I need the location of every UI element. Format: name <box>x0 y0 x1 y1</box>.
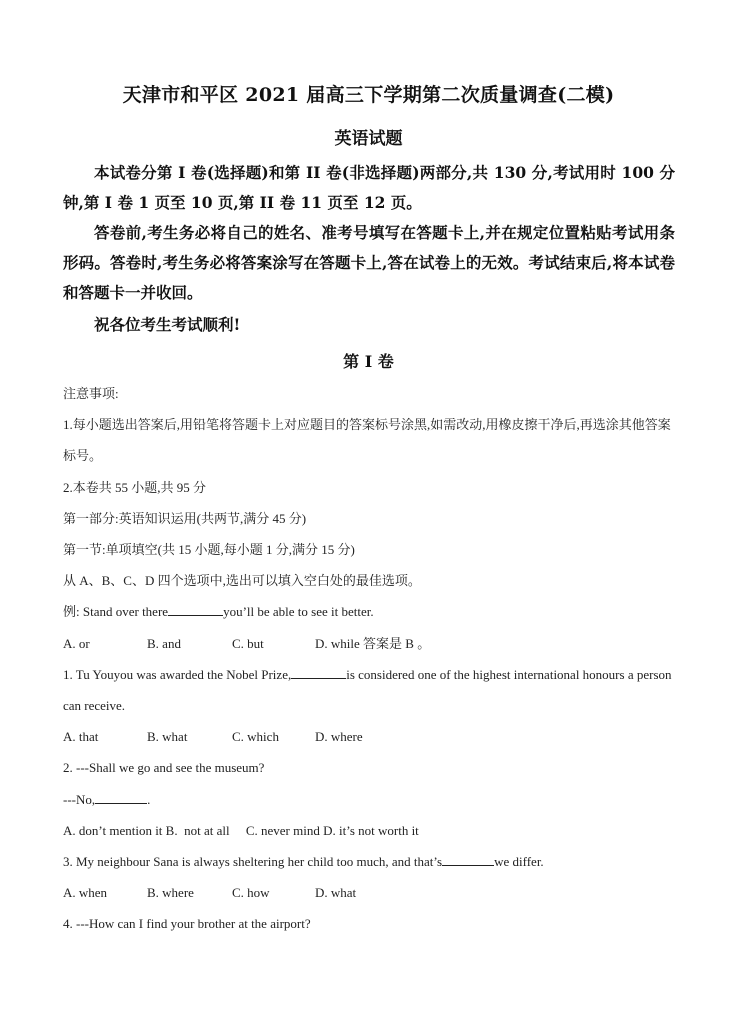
notes-item-1: 1.每小题选出答案后,用铅笔将答题卡上对应题目的答案标号涂黑,如需改动,用橡皮擦干净后,再选涂其他答案标号。 <box>63 417 671 464</box>
example-stem <box>63 596 675 627</box>
option-c: C. but <box>232 635 264 651</box>
option-b: B. what <box>147 729 188 745</box>
section-title: 第 I 卷 <box>343 352 394 371</box>
question-2-reply-end: . <box>147 791 151 807</box>
answer-blank <box>442 853 494 866</box>
example-options <box>63 628 675 659</box>
answer-blank <box>168 603 223 616</box>
example-stem-start: 例: Stand over there <box>63 604 169 620</box>
answer-blank <box>291 666 346 679</box>
option-a: A. when <box>63 885 108 901</box>
answer-blank <box>95 791 147 804</box>
question-3-options <box>63 877 675 908</box>
example-stem-end: you’ll be able to see it better. <box>223 604 374 620</box>
question-3-stem <box>63 846 675 877</box>
question-1-stem <box>63 659 675 721</box>
question-2-reply-start: ---No, <box>63 791 96 807</box>
option-a: A. or <box>63 635 90 651</box>
notes-item-2: 2.本卷共 55 小题,共 95 分 <box>63 479 207 495</box>
intro-paragraph-blessing: 祝各位考生考试顺利! <box>94 315 241 334</box>
option-d: D. what <box>315 885 357 901</box>
question-2-stem: 2. ---Shall we go and see the museum? <box>63 760 265 776</box>
question-2-options: A. don’t mention it B. not at all C. never mind D. it’s not worth it <box>63 822 419 838</box>
intro-block <box>63 158 675 340</box>
notes-heading: 注意事项: <box>63 386 119 401</box>
intro-paragraph-structure: 本试卷分第 I 卷(选择题)和第 II 卷(非选择题)两部分,共 130 分,考试用时 100 分钟,第 I 卷 1 页至 10 页,第 II 卷 11 页至 12 页。 <box>63 163 675 212</box>
question-1-options <box>63 721 675 752</box>
question-1-stem-start: 1. Tu Youyou was awarded the Nobel Prize, <box>63 666 292 682</box>
section-one-heading: 第一节:单项填空(共 15 小题,每小题 1 分,满分 15 分) <box>63 542 355 558</box>
option-c: C. how <box>232 885 270 901</box>
option-d: D. while <box>315 635 360 651</box>
intro-paragraph-instructions: 答卷前,考生务必将自己的姓名、准考号填写在答题卡上,并在规定位置粘贴考试用条形码。答卷时,考生务必将答案涂写在答题卡上,答在试卷上的无效。考试结束后,将本试卷和答题卡一并收回。 <box>63 223 675 302</box>
exam-body <box>63 378 675 940</box>
instruction-text: 从 A、B、C、D 四个选项中,选出可以填入空白处的最佳选项。 <box>63 573 421 589</box>
option-b: B. and <box>147 635 181 651</box>
question-3-stem-end: we differ. <box>494 854 544 870</box>
option-a: A. that <box>63 729 99 745</box>
question-4-stem: 4. ---How can I find your brother at the airport? <box>63 916 311 932</box>
document-title: 天津市和平区 2021 届高三下学期第二次质量调查(二模) <box>122 84 615 106</box>
option-c: C. which <box>232 729 279 745</box>
question-3-stem-start: 3. My neighbour Sana is always sheltering her child too much, and that’s <box>63 854 443 870</box>
document-subtitle: 英语试题 <box>334 129 403 149</box>
part-one-heading: 第一部分:英语知识运用(共两节,满分 45 分) <box>63 510 307 526</box>
example-answer: 答案是 B 。 <box>363 635 431 651</box>
option-b: B. where <box>147 885 194 901</box>
question-2-reply <box>63 784 675 815</box>
question-1-stem-end: is considered one of the highest international honours a person can receive. <box>63 666 672 714</box>
option-d: D. where <box>315 729 363 745</box>
